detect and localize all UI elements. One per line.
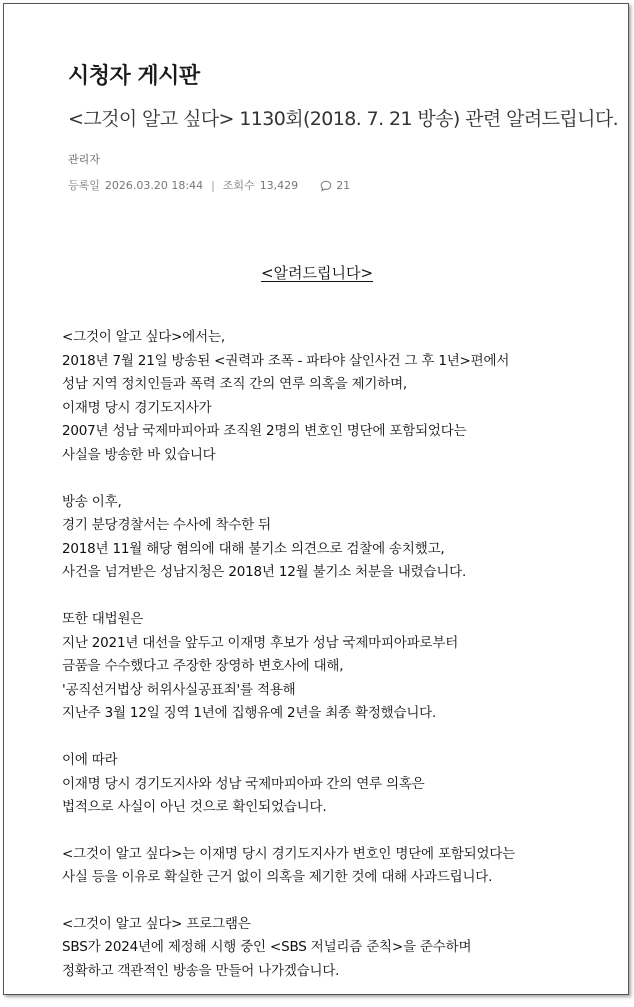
- text-line: 2007년 성남 국제마피아파 조직원 2명의 변호인 명단에 포함되었다는: [62, 423, 467, 440]
- text-line: SBS가 2024년에 제정해 시행 중인 <SBS 저널리즘 준칙>을 준수하며: [62, 939, 472, 956]
- board-title: 시청자 게시판: [68, 64, 200, 89]
- notice-paragraph: [62, 749, 602, 820]
- notice-paragraph: [62, 913, 602, 984]
- text-line: <그것이 알고 싶다> 프로그램은: [62, 915, 251, 932]
- text-line: 또한 대법원은: [62, 610, 144, 627]
- meta-divider: |: [211, 179, 215, 192]
- text-line: 이에 따라: [62, 751, 118, 768]
- text-line: 2018년 7월 21일 방송된 <권력과 조폭 - 파타야 살인사건 그 후 1년>편에서: [62, 352, 510, 369]
- text-line: 금품을 수수했다고 주장한 장영하 변호사에 대해,: [62, 658, 344, 675]
- text-line: 경기 분당경찰서는 수사에 착수한 뒤: [62, 517, 271, 534]
- text-line: 정확하고 객관적인 방송을 만들어 나가겠습니다.: [62, 963, 340, 980]
- text-line: 방송 이후,: [62, 493, 122, 510]
- comment-count: 21: [336, 179, 351, 192]
- notice-body: [62, 326, 602, 1007]
- views-label: 조회수: [222, 179, 255, 192]
- post-title: <그것이 알고 싶다> 1130회(2018. 7. 21 방송) 관련 알려드립니다.: [68, 108, 619, 130]
- text-line: 2018년 11월 해당 혐의에 대해 불기소 의견으로 검찰에 송치했고,: [62, 540, 445, 557]
- post-date: 2026.03.20 18:44: [104, 179, 204, 192]
- text-line: 이재명 당시 경기도지사와 성남 국제마피아파 간의 연루 의혹은: [62, 775, 425, 792]
- text-line: <그것이 알고 싶다>에서는,: [62, 329, 225, 345]
- notice-paragraph: [62, 491, 602, 585]
- text-line: 사건을 넘겨받은 성남지청은 2018년 12월 불기소 처분을 내렸습니다.: [62, 564, 467, 581]
- text-line: 성남 지역 정치인들과 폭력 조직 간의 연루 의혹을 제기하며,: [62, 376, 408, 393]
- text-line: 이재명 당시 경기도지사가: [62, 399, 212, 416]
- text-line: 지난주 3월 12일 징역 1년에 집행유예 2년을 최종 확정했습니다.: [62, 705, 437, 722]
- views-count: 13,429: [259, 179, 299, 192]
- post-meta: [68, 178, 608, 194]
- comment-count-button[interactable]: [320, 178, 350, 194]
- text-line: 법적으로 사실이 아닌 것으로 확인되었습니다.: [62, 799, 327, 816]
- text-line: 사실 등을 이유로 확실한 근거 없이 의혹을 제기한 것에 대해 사과드립니다.: [62, 869, 493, 886]
- notice-paragraph: [62, 843, 602, 890]
- comment-icon: [320, 180, 332, 192]
- post-author[interactable]: 관리자: [68, 153, 100, 166]
- post-header: [68, 62, 619, 194]
- notice-heading: <알려드립니다>: [260, 264, 374, 282]
- text-line: 지난 2021년 대선을 앞두고 이재명 후보가 성남 국제마피아파로부터: [62, 634, 459, 651]
- text-line: <그것이 알고 싶다>는 이재명 당시 경기도지사가 변호인 명단에 포함되었다는: [62, 845, 516, 862]
- text-line: 사실을 방송한 바 있습니다: [62, 446, 216, 463]
- notice-paragraph: [62, 326, 602, 468]
- text-line: '공직선거법상 허위사실공표죄'를 적용해: [62, 681, 296, 698]
- date-label: 등록일: [68, 179, 100, 192]
- notice-paragraph: [62, 608, 602, 726]
